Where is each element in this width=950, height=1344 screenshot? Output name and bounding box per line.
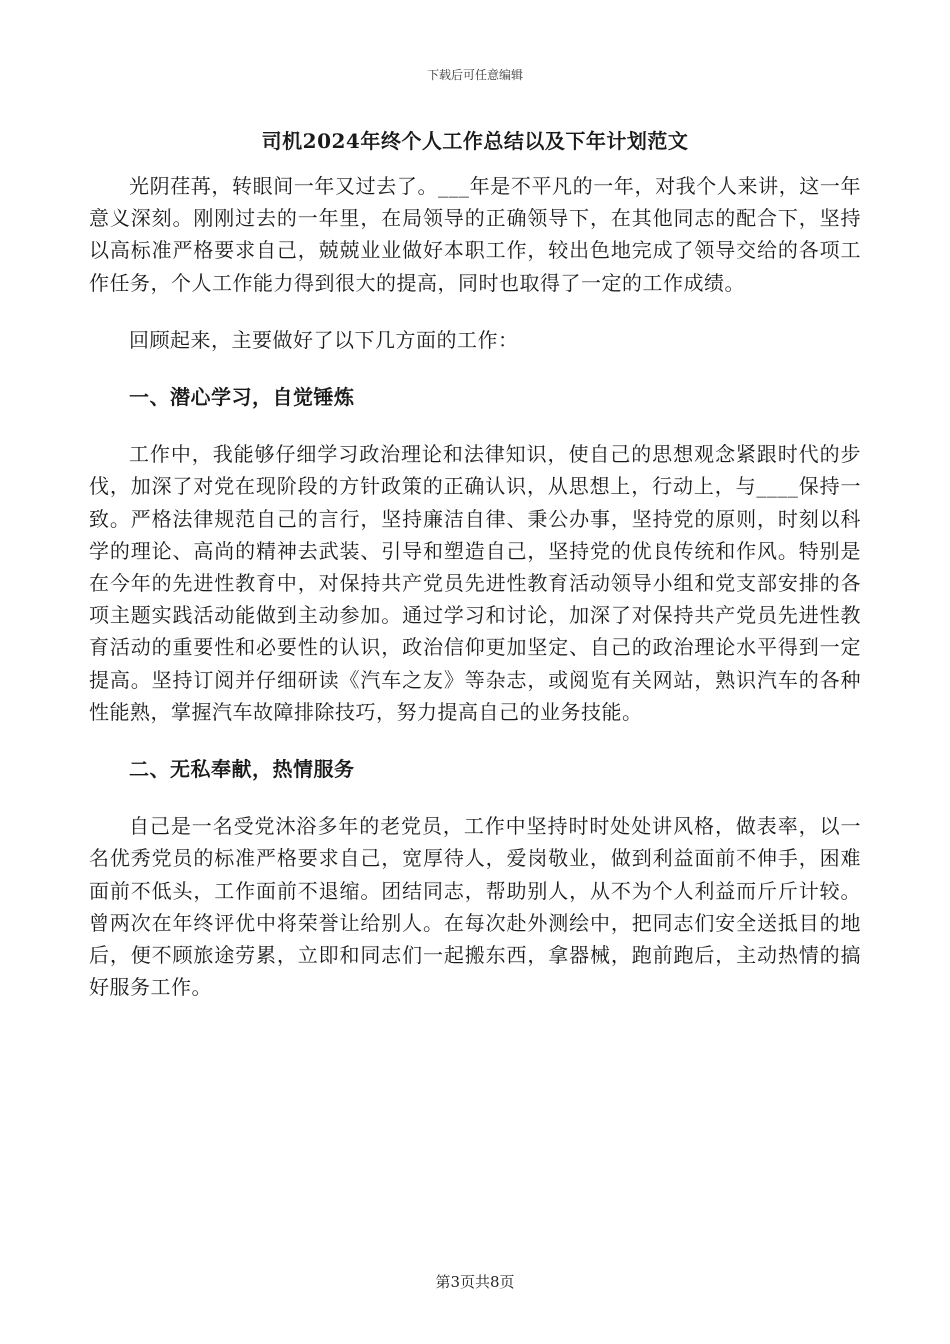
paragraph-study: 工作中，我能够仔细学习政治理论和法律知识，使自己的思想观念紧跟时代的步伐，加深了对党在现阶段的方针政策的正确认识，从思想上，行动上，与____保持一致。严格法律规范自己的言行，坚持廉洁自律、秉公办事，坚持党的原则，时刻以科学的理论、高尚的精神去武装、引导和塑造自己，坚持党的优良传统和作风。特别是在今年的先进性教育中，对保持共产党员先进性教育活动领导小组和党支部安排的各项主题实践活动能做到主动参加。通过学习和讨论，加深了对保持共产党员先进性教育活动的重要性和必要性的认识，政治信仰更加坚定、自己的政治理论水平得到一定提高。坚持订阅并仔细研读《汽车之友》等杂志，或阅览有关网站，熟识汽车的各种性能熟，掌握汽车故障排除技巧，努力提高自己的业务技能。 <box>89 442 861 724</box>
header-note: 下载后可任意编辑 <box>426 68 523 82</box>
section-heading-2: 二、无私奉献，热情服务 <box>129 757 355 782</box>
page-number: 第3页共8页 <box>435 1273 515 1291</box>
paragraph-service: 自己是一名受党沐浴多年的老党员，工作中坚持时时处处讲风格，做表率，以一名优秀党员的标准严格要求自己，宽厚待人，爱岗敬业，做到利益面前不伸手，困难面前不低头，工作面前不退缩。团结同志，帮助别人，从不为个人利益而斤斤计较。曾两次在年终评优中将荣誉让给别人。在每次赴外测绘中，把同志们安全送抵目的地后，便不顾旅途劳累，立即和同志们一起搬东西，拿器械，跑前跑后，主动热情的搞好服务工作。 <box>89 814 861 1000</box>
paragraph-intro: 光阴荏苒，转眼间一年又过去了。___年是不平凡的一年，对我个人来讲，这一年意义深刻。刚刚过去的一年里，在局领导的正确领导下，在其他同志的配合下，坚持以高标准严格要求自己，兢兢业业做好本职工作，较出色地完成了领导交给的各项工作任务，个人工作能力得到很大的提高，同时也取得了一定的工作成绩。 <box>89 174 861 295</box>
section-heading-1: 一、潜心学习，自觉锤炼 <box>129 385 355 410</box>
document-title: 司机2024年终个人工作总结以及下年计划范文 <box>261 129 689 153</box>
document-body <box>89 170 861 1003</box>
paragraph-review: 回顾起来，主要做好了以下几方面的工作： <box>129 327 519 352</box>
